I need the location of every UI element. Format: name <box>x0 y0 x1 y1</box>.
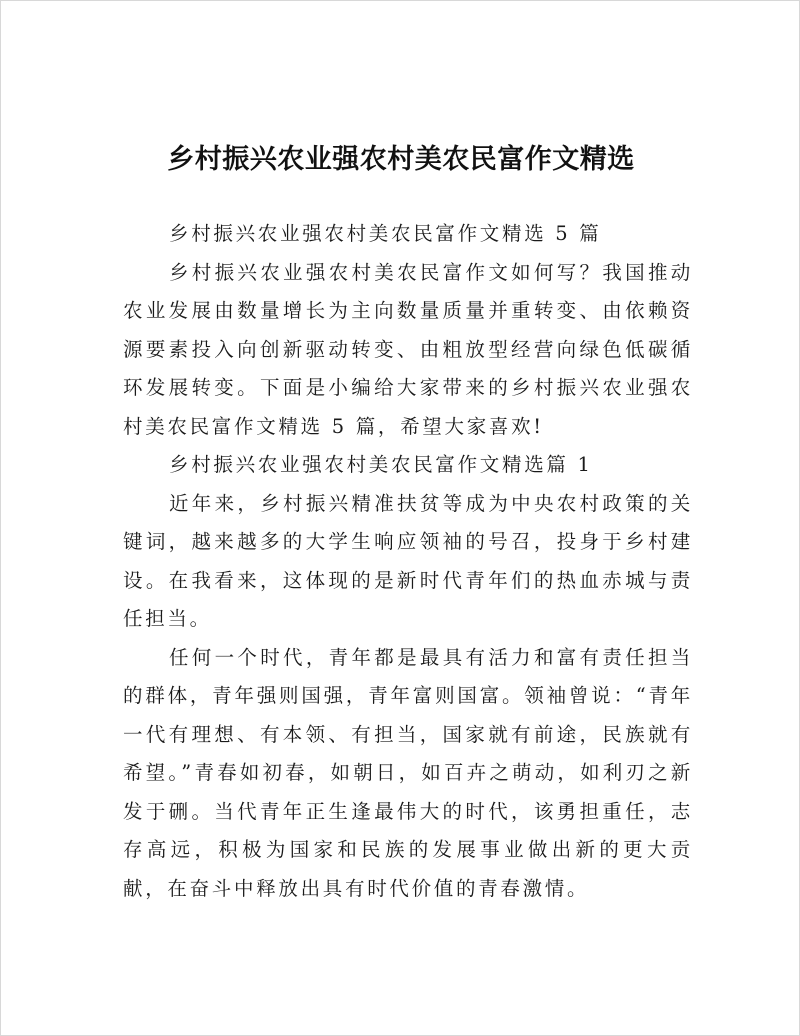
document-body <box>123 215 693 908</box>
document-title: 乡村振兴农业强农村美农民富作文精选 <box>167 144 635 175</box>
section-heading: 乡村振兴农业强农村美农民富作文精选篇 1 <box>169 453 593 476</box>
body-paragraph-1: 近年来，乡村振兴精准扶贫等成为中央农村政策的关键词，越来越多的大学生响应领袖的号召，投身于乡村建设。在我看来，这体现的是新时代青年们的热血赤城与责任担当。 <box>123 491 693 630</box>
intro-paragraph: 乡村振兴农业强农村美农民富作文如何写？我国推动农业发展由数量增长为主向数量质量并重转变、由依赖资源要素投入向创新驱动转变、由粗放型经营向绿色低碳循环发展转变。下面是小编给大家带来的乡村振兴农业强农村美农民富作文精选 5 篇，希望大家喜欢! <box>123 260 693 438</box>
body-paragraph-2: 任何一个时代，青年都是最具有活力和富有责任担当的群体，青年强则国强，青年富则国富。领袖曾说：“青年一代有理想、有本领、有担当，国家就有前途，民族就有希望。”青春如初春，如朝日，如百卉之萌动，如利刃之新发于硎。当代青年正生逢最伟大的时代，该勇担重任，志存高远，积极为国家和民族的发展事业做出新的更大贡献，在奋斗中释放出具有时代价值的青春激情。 <box>123 645 693 900</box>
subtitle-paragraph: 乡村振兴农业强农村美农民富作文精选 5 篇 <box>169 222 602 245</box>
